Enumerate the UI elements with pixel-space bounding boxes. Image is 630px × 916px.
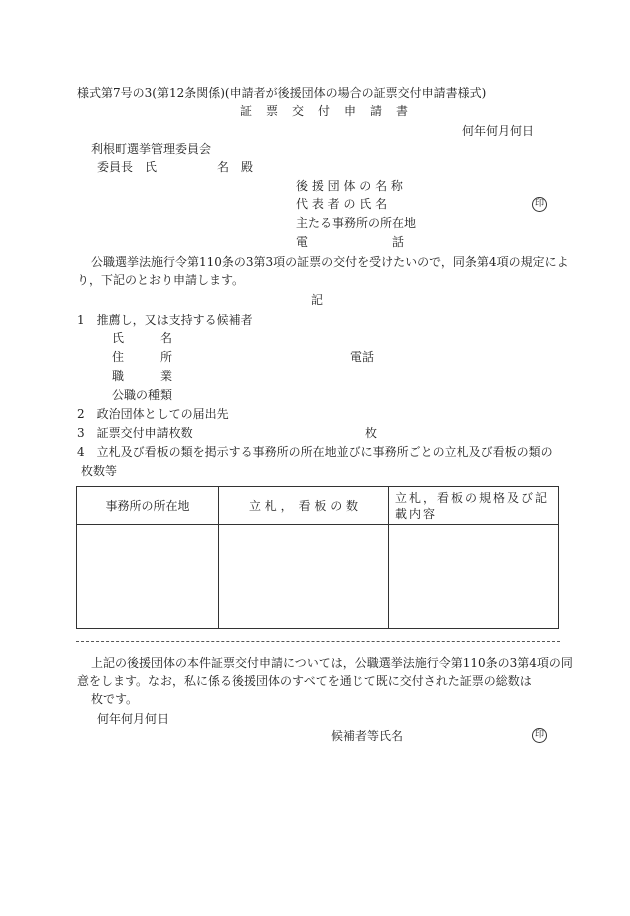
consent-text-3: 枚です。	[91, 692, 139, 706]
ki-mark: 記	[311, 293, 324, 307]
item-1: 1 推薦し，又は支持する候補者	[77, 313, 253, 327]
signboard-spec-cell[interactable]	[389, 525, 559, 629]
candidate-name-label: 氏 名	[112, 331, 173, 345]
form-header: 様式第7号の3(第12条関係)(申請者が後援団体の場合の証票交付申請書様式)	[77, 86, 487, 100]
seal-icon: 印	[532, 197, 547, 212]
consent-date: 何年何月何日	[97, 712, 170, 726]
consent-text-1: 上記の後援団体の本件証票交付申請については，公職選挙法施行令第110条の3第4項の同	[91, 656, 573, 670]
phone-label: 電 話	[296, 235, 405, 249]
form-title: 証 票 交 付 申 請 書	[240, 104, 410, 118]
office-address-label: 主たる事務所の所在地	[296, 216, 417, 230]
seal-icon: 印	[532, 728, 547, 743]
item-4-cont: 枚数等	[81, 464, 118, 478]
item-4: 4 立札及び看板の類を掲示する事務所の所在地並びに事務所ごとの立札及び看板の類の	[77, 445, 553, 459]
header-office-location: 事務所の所在地	[77, 487, 219, 525]
item-3: 3 証票交付申請枚数	[77, 426, 193, 440]
chairman-line: 委員長 氏 名 殿	[97, 160, 254, 174]
signboard-table	[76, 486, 559, 629]
candidate-job-label: 職 業	[112, 369, 173, 383]
item-2: 2 政治団体としての届出先	[77, 407, 229, 421]
office-type-label: 公職の種類	[112, 388, 173, 402]
body-text-2: り，下記のとおり申請します。	[77, 273, 245, 287]
body-text-1: 公職選挙法施行令第110条の3第3項の証票の交付を受けたいので，同条第4項の規定によ	[91, 255, 569, 269]
office-location-cell[interactable]	[77, 525, 219, 629]
addressee: 利根町選挙管理委員会	[91, 142, 212, 156]
consent-text-2: 意をします。なお，私に係る後援団体のすべてを通じて既に交付された証票の総数は	[77, 674, 532, 688]
group-name-label: 後 援 団 体 の 名 称	[296, 179, 403, 193]
date-line: 何年何月何日	[462, 124, 535, 138]
representative-name-label: 代 表 者 の 氏 名	[296, 197, 388, 211]
signboard-count-cell[interactable]	[219, 525, 389, 629]
signer-label: 候補者等氏名	[331, 729, 404, 743]
header-signboard-spec: 立札，看板の規格及び記載内容	[389, 487, 559, 525]
header-signboard-count: 立 札 ， 看 板 の 数	[219, 487, 389, 525]
cut-line	[76, 641, 560, 642]
candidate-address-label: 住 所	[112, 350, 173, 364]
candidate-phone-label: 電話	[350, 350, 375, 364]
sheet-count-unit: 枚	[365, 426, 378, 440]
